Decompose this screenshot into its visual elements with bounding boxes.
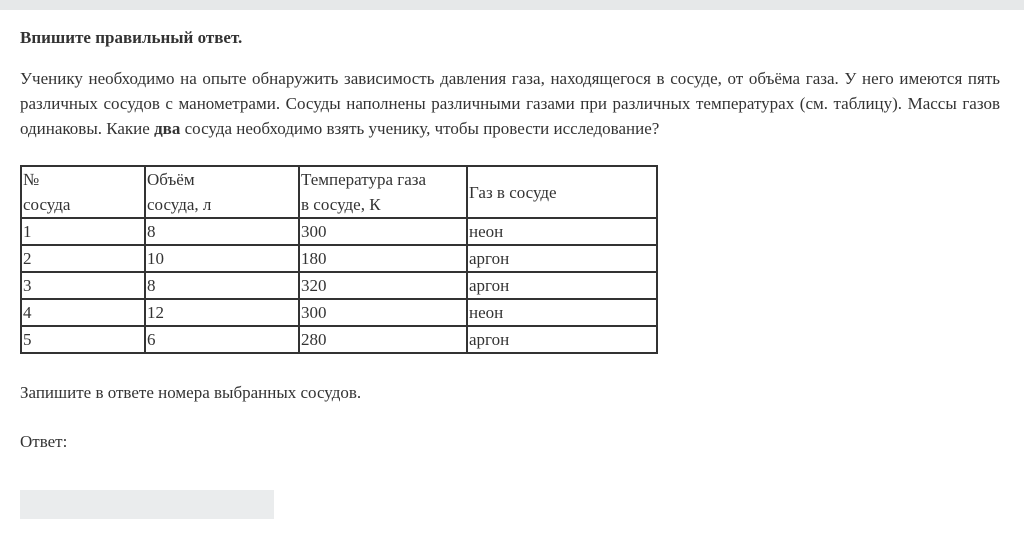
table-row [21,218,657,245]
table-row [21,272,657,299]
table-cell: неон [467,218,657,245]
question-emphasis: два [154,119,181,138]
header-line: Объём [147,170,195,189]
table-cell: 5 [21,326,145,353]
table-cell: 180 [299,245,467,272]
header-line: сосуда [23,195,71,214]
table-header-row [21,166,657,218]
question-part-1: Ученику необходимо на опыте обнаружить зависимость давления газа, находящегося в сосуде, от объёма газа. У него имеются пять различных сосудов с манометрами. Сосуды наполнены различными газами при различных температурах (см. таблицу). Массы газов одинаковы. Какие [20,69,1000,138]
table-row [21,299,657,326]
answer-instruction: Запишите в ответе номера выбранных сосудов. [20,383,362,402]
header-line: в сосуде, К [301,195,381,214]
header-cell-gas: Газ в сосуде [467,166,657,218]
table-cell: 6 [145,326,299,353]
task-content [20,20,1000,454]
table-cell: 300 [299,218,467,245]
table-cell: неон [467,299,657,326]
table-cell: 10 [145,245,299,272]
header-line: сосуда, л [147,195,212,214]
task-instruction: Впишите правильный ответ. [20,28,243,47]
table-cell: 320 [299,272,467,299]
table-cell: 4 [21,299,145,326]
answer-input[interactable] [20,490,274,519]
question-part-2: сосуда необходимо взять ученику, чтобы провести исследование? [180,119,660,138]
answer-label: Ответ: [20,432,68,451]
vessels-table [20,165,658,354]
table-cell: 8 [145,218,299,245]
header-line: № [23,170,40,189]
table-cell: аргон [467,272,657,299]
table-cell: 12 [145,299,299,326]
table-cell: аргон [467,245,657,272]
table-cell: 300 [299,299,467,326]
question-text [20,66,1000,141]
top-strip [0,0,1024,10]
header-cell-temperature [299,166,467,218]
table-cell: 1 [21,218,145,245]
header-cell-volume [145,166,299,218]
table-cell: аргон [467,326,657,353]
table-cell: 280 [299,326,467,353]
table-cell: 2 [21,245,145,272]
table-cell: 8 [145,272,299,299]
table-row [21,326,657,353]
table-cell: 3 [21,272,145,299]
header-cell-vessel-number [21,166,145,218]
table-row [21,245,657,272]
header-line: Температура газа [301,170,427,189]
